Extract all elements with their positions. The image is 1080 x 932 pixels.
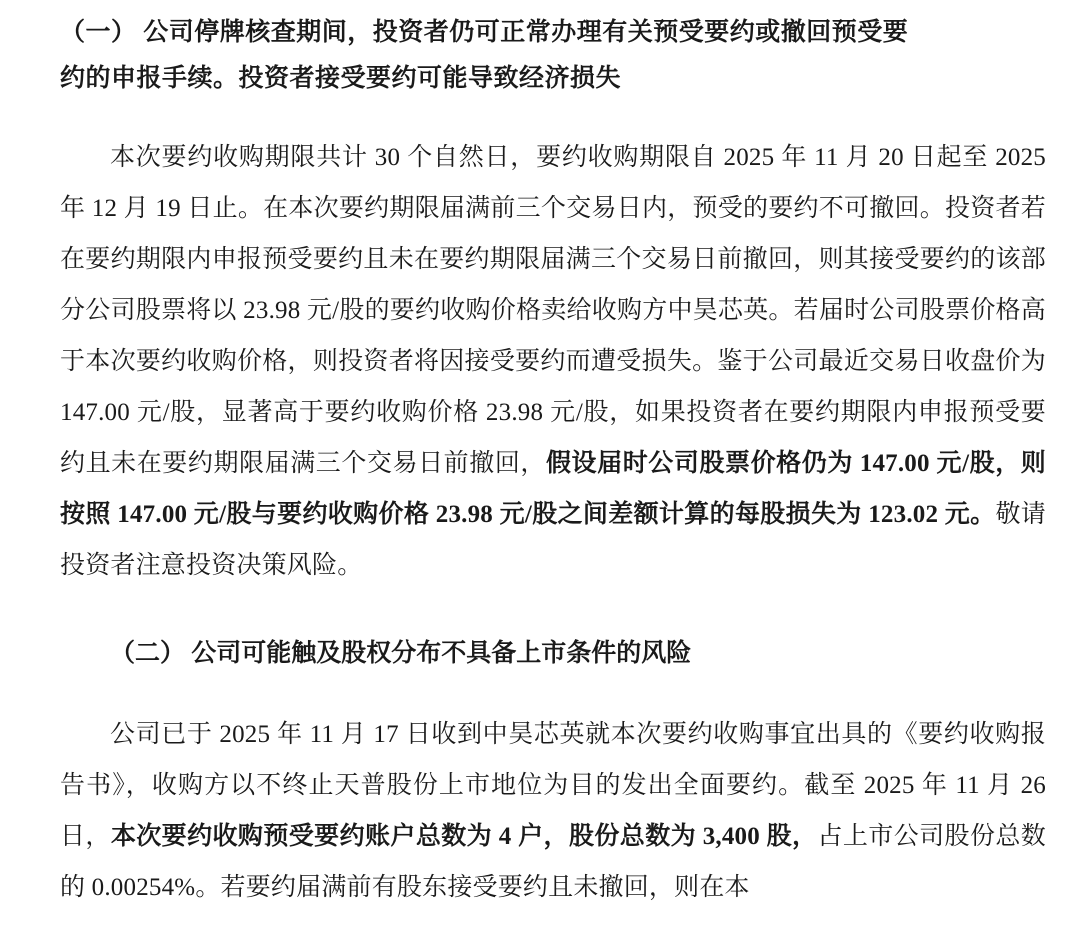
section-one-body-part1: 本次要约收购期限共计 30 个自然日，要约收购期限自 2025 年 11 月 20 日起至 2025 年 12 月 19 日止。在本次要约期限届满前三个交易日内，预受的要约不可撤回。投资者若在要约期限内申报预受要约且未在要约期限届满三个交易日前撤回，则其接受要约的该部分公司股票将以 23.98 元/股的要约收购价格卖给收购方中昊芯英。若届时公司股票价格高于本次要约收购价格，则投资者将因接受要约而遭受损失。鉴于公司最近交易日收盘价为 147.00 元/股，显著高于要约收购价格 23.98 元/股，如果投资者在要约期限内申报预受要约且未在要约期限届满三个交易日前撤回， (60, 144, 1046, 477)
spacer-after-heading-two (60, 679, 1046, 709)
section-one-heading (60, 10, 1046, 102)
section-one-heading-line2: 约的申报手续。投资者接受要约可能导致经济损失 (60, 65, 622, 92)
section-two-body-part1: 公司已于 2025 年 11 月 17 日收到中昊芯英就本次要约收购事宜出具的《要约收购报告书》，收购方以不终止天普股份上市地位为目的发出全面要约。截至 2025 年 11 月 26 日， (60, 721, 1046, 850)
section-two-paragraph (60, 709, 1046, 913)
section-one-paragraph (60, 132, 1046, 591)
section-two-highlighted-accounts-text: 本次要约收购预受要约账户总数为 4 户，股份总数为 3,400 股， (110, 823, 818, 850)
section-two-heading: （二） 公司可能触及股权分布不具备上市条件的风险 (110, 640, 692, 667)
section-two-body-part2: 占上市公司股份总数的 0.00254%。若要约届满前有股东接受要约且未撤回，则在本 (60, 823, 1046, 901)
section-one-body-part2: 敬请投资者注意投资决策风险。 (60, 501, 1046, 579)
spacer-before-heading-two (60, 591, 1046, 629)
spacer-after-heading-one (60, 102, 1046, 132)
section-one-heading-line1: （一） 公司停牌核查期间，投资者仍可正常办理有关预受要约或撤回预受要 (60, 19, 909, 46)
section-one-highlighted-loss-text: 假设届时公司股票价格仍为 147.00 元/股，则按照 147.00 元/股与要约收购价格 23.98 元/股之间差额计算的每股损失为 123.02 元。 (60, 450, 1046, 528)
